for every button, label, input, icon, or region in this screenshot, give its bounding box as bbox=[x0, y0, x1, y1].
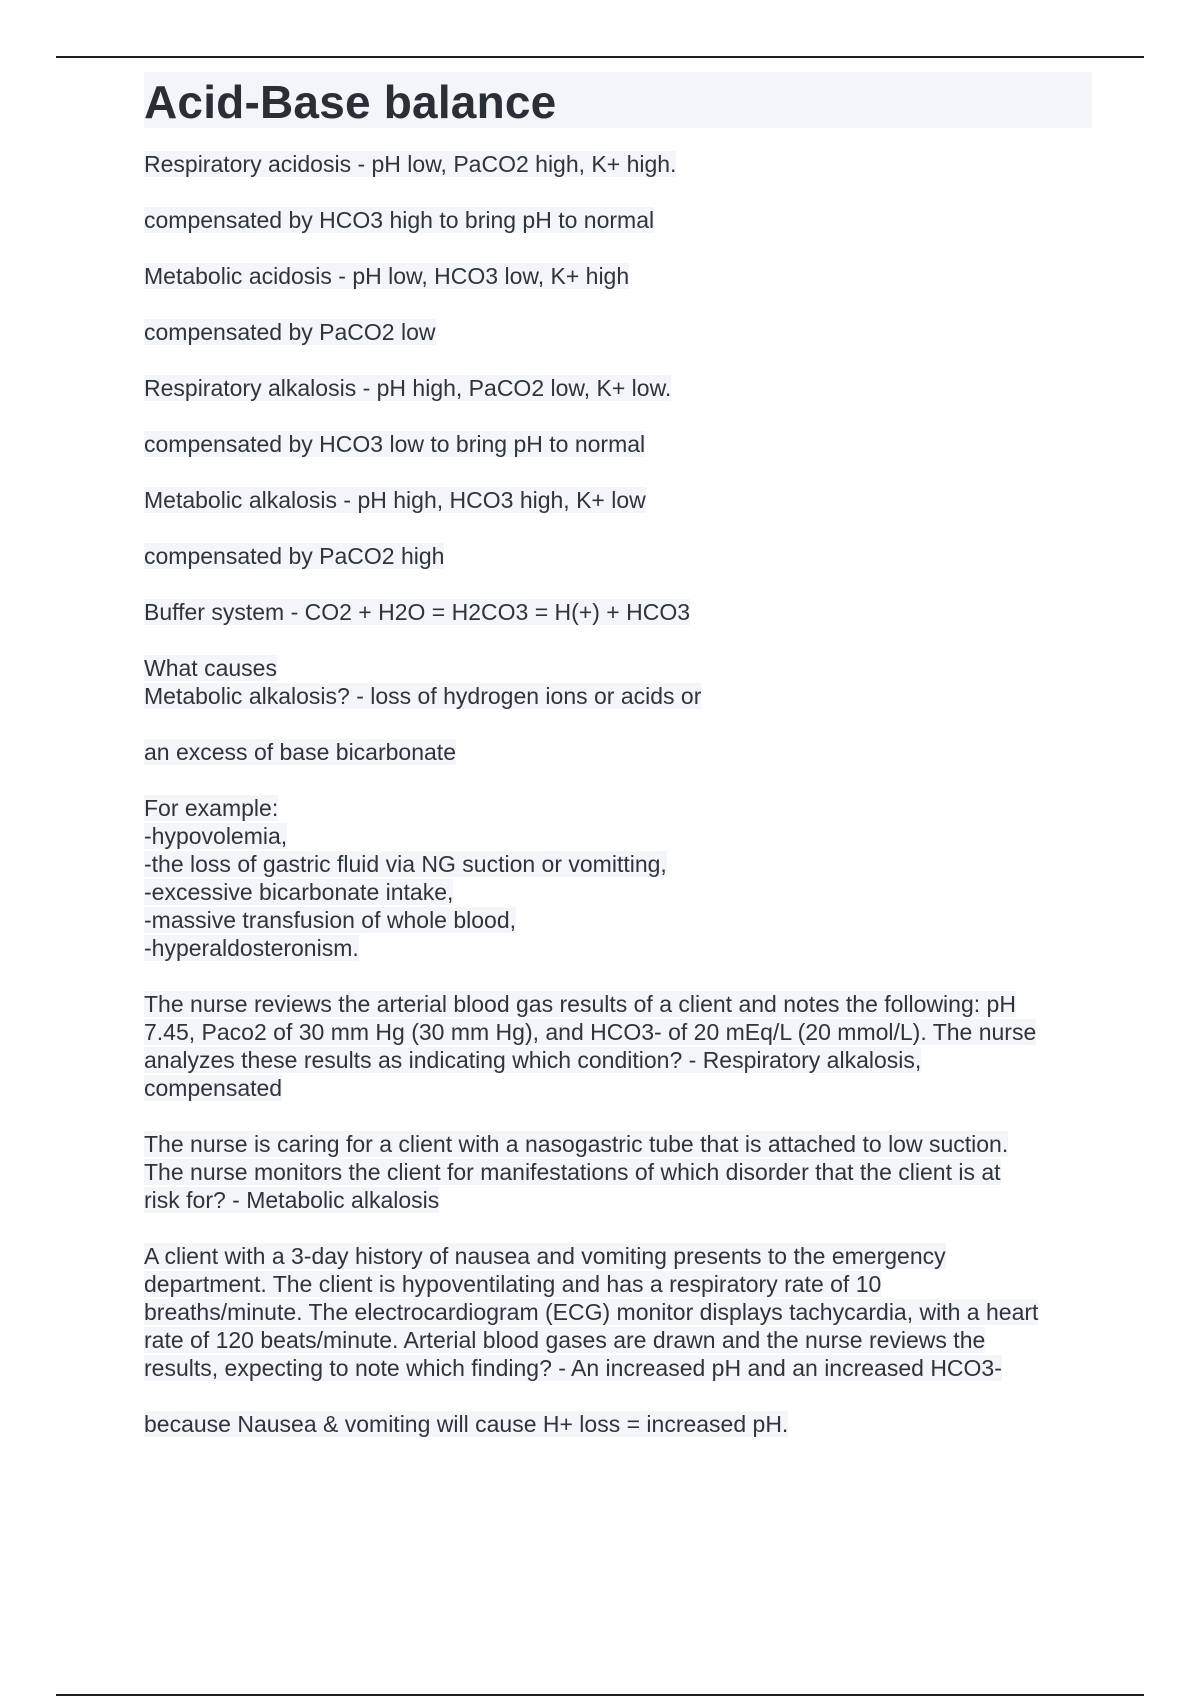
text-line: For example: bbox=[144, 795, 279, 821]
paragraph bbox=[144, 990, 1094, 1102]
text-line: -hyperaldosteronism. bbox=[144, 935, 359, 961]
text-line: -excessive bicarbonate intake, bbox=[144, 879, 454, 905]
text-line: department. The client is hypoventilating and has a respiratory rate of 10 bbox=[144, 1271, 882, 1297]
paragraph bbox=[144, 374, 1094, 402]
text-line: Metabolic alkalosis? - loss of hydrogen ions or acids or bbox=[144, 683, 702, 709]
text-line: because Nausea & vomiting will cause H+ loss = increased pH. bbox=[144, 1411, 789, 1437]
text-line: analyzes these results as indicating which condition? - Respiratory alkalosis, bbox=[144, 1047, 922, 1073]
text-line: Metabolic acidosis - pH low, HCO3 low, K+ high bbox=[144, 263, 630, 289]
paragraph bbox=[144, 542, 1094, 570]
text-line: -massive transfusion of whole blood, bbox=[144, 907, 517, 933]
paragraph bbox=[144, 1130, 1094, 1214]
text-line: results, expecting to note which finding? - An increased pH and an increased HCO3- bbox=[144, 1355, 1002, 1381]
text-line: compensated by HCO3 low to bring pH to normal bbox=[144, 431, 646, 457]
paragraph bbox=[144, 206, 1094, 234]
paragraph bbox=[144, 262, 1094, 290]
text-line: Metabolic alkalosis - pH high, HCO3 high, K+ low bbox=[144, 487, 646, 513]
text-line: Buffer system - CO2 + H2O = H2CO3 = H(+) + HCO3 bbox=[144, 599, 691, 625]
paragraph bbox=[144, 738, 1094, 766]
text-line: -the loss of gastric fluid via NG suction or vomitting, bbox=[144, 851, 667, 877]
paragraph bbox=[144, 1410, 1094, 1438]
text-line: The nurse reviews the arterial blood gas results of a client and notes the following: pH bbox=[144, 991, 1016, 1017]
title-banner bbox=[144, 72, 1092, 128]
text-line: Respiratory acidosis - pH low, PaCO2 high, K+ high. bbox=[144, 151, 677, 177]
paragraph bbox=[144, 430, 1094, 458]
text-line: What causes bbox=[144, 655, 277, 681]
paragraph bbox=[144, 150, 1094, 178]
text-line: The nurse is caring for a client with a nasogastric tube that is attached to low suction. bbox=[144, 1131, 1009, 1157]
page-title: Acid-Base balance bbox=[144, 76, 557, 128]
text-line: compensated by HCO3 high to bring pH to normal bbox=[144, 207, 655, 233]
text-line: Respiratory alkalosis - pH high, PaCO2 low, K+ low. bbox=[144, 375, 672, 401]
text-line: compensated bbox=[144, 1075, 283, 1101]
paragraph bbox=[144, 598, 1094, 626]
paragraph bbox=[144, 486, 1094, 514]
text-line: rate of 120 beats/minute. Arterial blood gases are drawn and the nurse reviews the bbox=[144, 1327, 986, 1353]
text-line: breaths/minute. The electrocardiogram (ECG) monitor displays tachycardia, with a heart bbox=[144, 1299, 1039, 1325]
paragraph bbox=[144, 794, 1094, 962]
paragraph bbox=[144, 1242, 1094, 1382]
top-rule bbox=[56, 56, 1144, 58]
text-line: -hypovolemia, bbox=[144, 823, 288, 849]
text-line: 7.45, Paco2 of 30 mm Hg (30 mm Hg), and HCO3- of 20 mEq/L (20 mmol/L). The nurse bbox=[144, 1019, 1037, 1045]
text-line: The nurse monitors the client for manifestations of which disorder that the client is at bbox=[144, 1159, 1001, 1185]
text-line: compensated by PaCO2 low bbox=[144, 319, 436, 345]
text-line: compensated by PaCO2 high bbox=[144, 543, 445, 569]
document-body bbox=[144, 72, 1094, 1466]
text-line: A client with a 3-day history of nausea and vomiting presents to the emergency bbox=[144, 1243, 946, 1269]
paragraph bbox=[144, 318, 1094, 346]
text-line: risk for? - Metabolic alkalosis bbox=[144, 1187, 440, 1213]
text-line: an excess of base bicarbonate bbox=[144, 739, 456, 765]
bottom-rule bbox=[56, 1694, 1144, 1696]
paragraph bbox=[144, 654, 1094, 710]
